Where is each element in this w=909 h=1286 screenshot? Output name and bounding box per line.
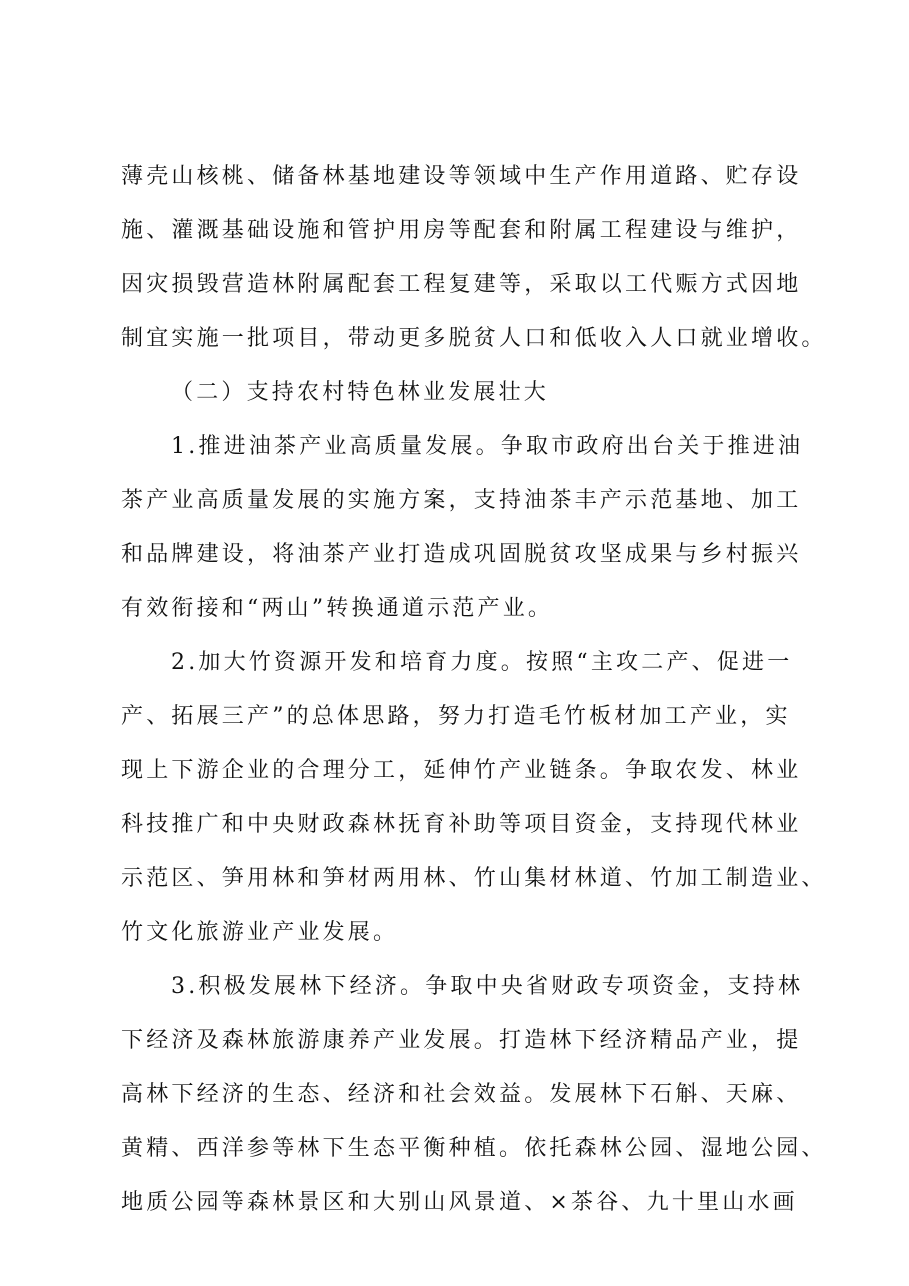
text-line: 竹文化旅游业产业发展。 bbox=[121, 920, 399, 945]
text-line: 现上下游企业的合理分工，延伸竹产业链条。争取农发、林业 bbox=[121, 758, 802, 783]
text-line: 和品牌建设，将油茶产业打造成巩固脱贫攻坚成果与乡村振兴 bbox=[121, 542, 802, 567]
text-line: 黄精、西洋参等林下生态平衡种植。依托森林公园、湿地公园、 bbox=[121, 1136, 827, 1161]
section-heading: （二）支持农村特色林业发展壮大 bbox=[171, 380, 550, 405]
text-line: 高林下经济的生态、经济和社会效益。发展林下石斛、天麻、 bbox=[121, 1082, 802, 1107]
document-body bbox=[121, 150, 827, 1230]
text-line: 制宜实施一批项目，带动更多脱贫人口和低收入人口就业增收。 bbox=[121, 326, 827, 351]
text-line: 有效衔接和“两山”转换通道示范产业。 bbox=[121, 596, 554, 621]
text-line: 产、拓展三产”的总体思路，努力打造毛竹板材加工产业，实 bbox=[121, 704, 791, 729]
text-line: 薄壳山核桃、储备林基地建设等领域中生产作用道路、贮存设 bbox=[121, 164, 802, 189]
text-line: 因灾损毁营造林附属配套工程复建等，采取以工代赈方式因地 bbox=[121, 272, 802, 297]
text-line: 地质公园等森林景区和大别山风景道、×茶谷、九十里山水画 bbox=[121, 1190, 798, 1215]
text-line: 示范区、笋用林和笋材两用林、竹山集材林道、竹加工制造业、 bbox=[121, 866, 827, 891]
text-line: 施、灌溉基础设施和管护用房等配套和附属工程建设与维护， bbox=[121, 218, 802, 243]
text-line: 3.积极发展林下经济。争取中央省财政专项资金，支持林 bbox=[171, 974, 804, 999]
text-line: 下经济及森林旅游康养产业发展。打造林下经济精品产业，提 bbox=[121, 1028, 802, 1053]
text-line: 2.加大竹资源开发和培育力度。按照“主攻二产、促进一 bbox=[171, 650, 793, 675]
text-line: 科技推广和中央财政森林抚育补助等项目资金，支持现代林业 bbox=[121, 812, 802, 837]
text-line: 茶产业高质量发展的实施方案，支持油茶丰产示范基地、加工 bbox=[121, 488, 802, 513]
text-line: 1.推进油茶产业高质量发展。争取市政府出台关于推进油 bbox=[171, 434, 804, 459]
